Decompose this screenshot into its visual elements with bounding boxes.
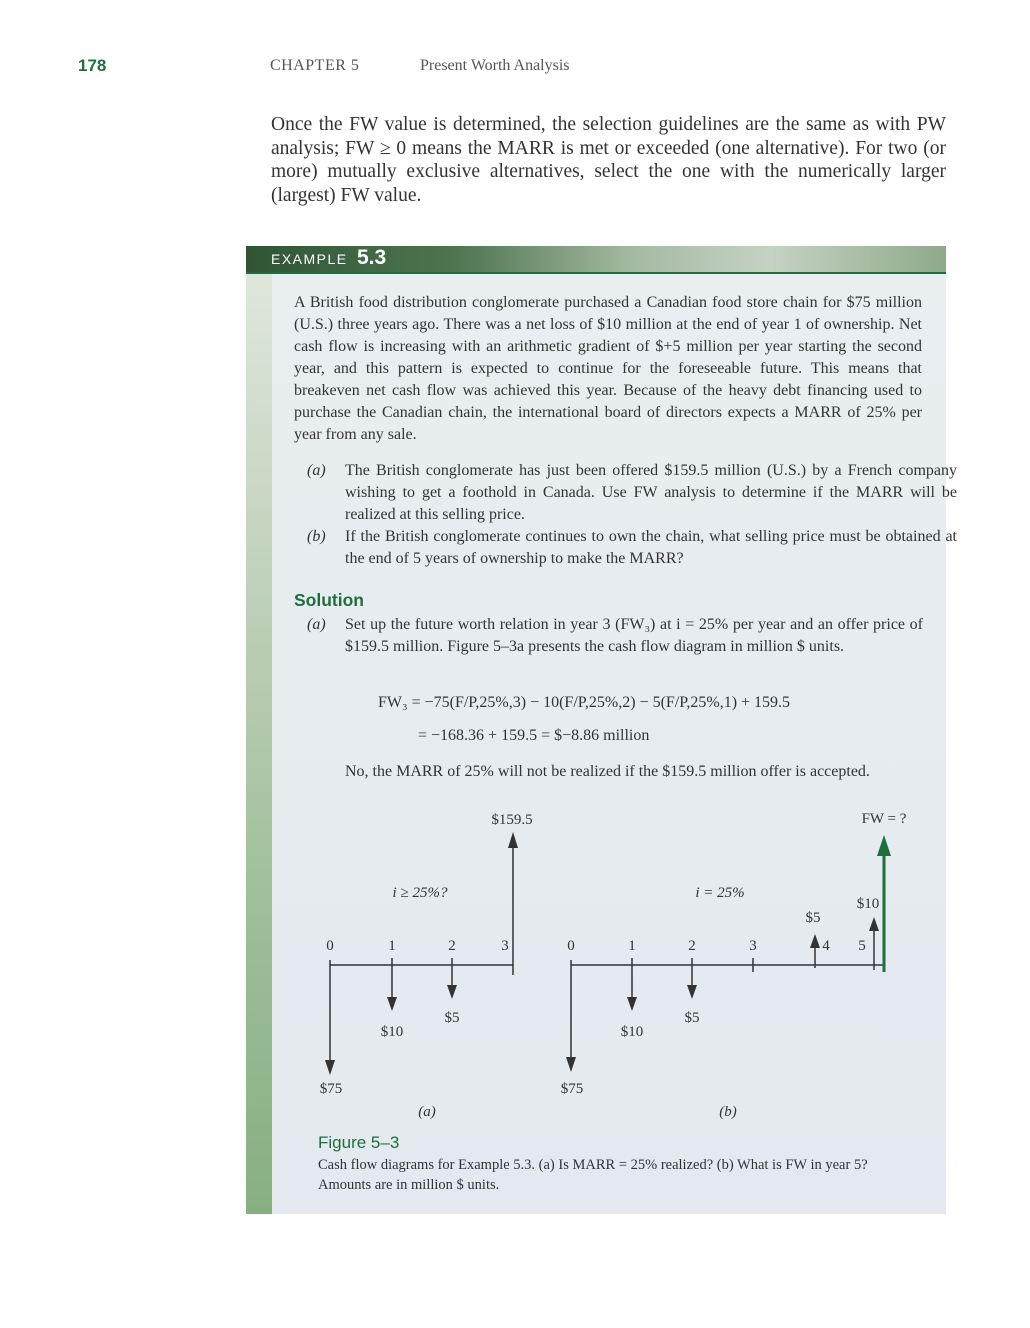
flow-label: $75: [560, 1081, 584, 1097]
period-label: 0: [567, 938, 575, 954]
flow-label: $159.5: [491, 812, 533, 828]
page-number: 178: [78, 56, 107, 75]
example-header-bar: [246, 246, 946, 274]
solution-heading: Solution: [294, 590, 364, 610]
decorative-strip: [246, 272, 272, 1214]
example-label: EXAMPLE: [271, 251, 348, 267]
period-label: 2: [448, 938, 456, 954]
equation-line-1: FW₃ = −75(F/P,25%,3) − 10(F/P,25%,2) − 5(F/P,25%,1) + 159.5: [378, 694, 791, 711]
flow-label: $10: [620, 1024, 644, 1040]
part-letter: (a): [307, 462, 326, 479]
period-label: 1: [628, 938, 636, 954]
equation-line-2: = −168.36 + 159.5 = $−8.86 million: [418, 727, 650, 744]
example-number: 5.3: [357, 246, 387, 269]
flow-label: $10: [856, 896, 880, 912]
flow-label: $5: [444, 1010, 460, 1026]
flow-label: $5: [684, 1010, 700, 1026]
period-label: 0: [326, 938, 334, 954]
period-label: 3: [501, 938, 509, 954]
problem-statement: A British food distribution conglomerate purchased a Canadian food store chain for $75 million (U.S.) three years ago. There was a net loss of $10 million at the end of year 1 of ownership. Net cash flow is increasing with an arithmetic gradient of $+5 million per year starting the second year, and this pattern is expected to continue for the foreseeable future. This means that breakeven net cash flow was achieved this year. Because of the heavy debt financing used to purchase the Canadian chain, the international board of directors expects a MARR of 25% per year from any sale.: [294, 294, 922, 443]
figure-caption-title: Figure 5–3: [318, 1133, 400, 1152]
solution-part-a: [307, 614, 923, 658]
part-letter: (a): [307, 616, 326, 633]
solution-conclusion: No, the MARR of 25% will not be realized if the $159.5 million offer is accepted.: [345, 763, 870, 780]
part-text: The British conglomerate has just been offered $159.5 million (U.S.) by a French company wishing to get a foothold in Canada. Use FW analysis to determine if the MARR will be realized at this selling price.: [345, 462, 957, 523]
period-label: 3: [749, 938, 757, 954]
intro-paragraph: Once the FW value is determined, the selection guidelines are the same as with PW analysis; FW ≥ 0 means the MARR is met or exceeded (one alternative). For two (or more) mutually exclusive alternatives, select the one with the numerically larger (largest) FW value.: [271, 114, 946, 206]
flow-label: FW = ?: [861, 811, 907, 827]
part-text: If the British conglomerate continues to own the chain, what selling price must be obtained at the end of 5 years of ownership to make the MARR?: [345, 528, 957, 567]
running-head-title: Present Worth Analysis: [420, 57, 570, 74]
rate-label-a: i ≥ 25%?: [392, 885, 448, 901]
period-label: 4: [822, 938, 830, 954]
figure-caption-text: Cash flow diagrams for Example 5.3. (a) Is MARR = 25% realized? (b) What is FW in year 5? Amounts are in million $ units.: [318, 1157, 868, 1193]
part-text: Set up the future worth relation in year 3 (FW₃) at i = 25% per year and an offer price of $159.5 million. Figure 5–3a presents the cash flow diagram in million $ units.: [345, 616, 923, 655]
flow-label: $75: [319, 1081, 343, 1097]
period-label: 1: [388, 938, 396, 954]
period-label: 2: [688, 938, 696, 954]
part-letter: (b): [307, 528, 326, 545]
diagram-sublabel: (b): [719, 1104, 737, 1120]
period-label: 5: [858, 938, 866, 954]
problem-part-a: [307, 460, 957, 526]
flow-label: $5: [805, 910, 821, 926]
problem-part-b: [307, 526, 957, 570]
diagram-sublabel: (a): [418, 1104, 436, 1120]
rate-label-b: i = 25%: [695, 885, 745, 901]
running-head-chapter: CHAPTER 5: [270, 57, 360, 74]
flow-label: $10: [380, 1024, 404, 1040]
